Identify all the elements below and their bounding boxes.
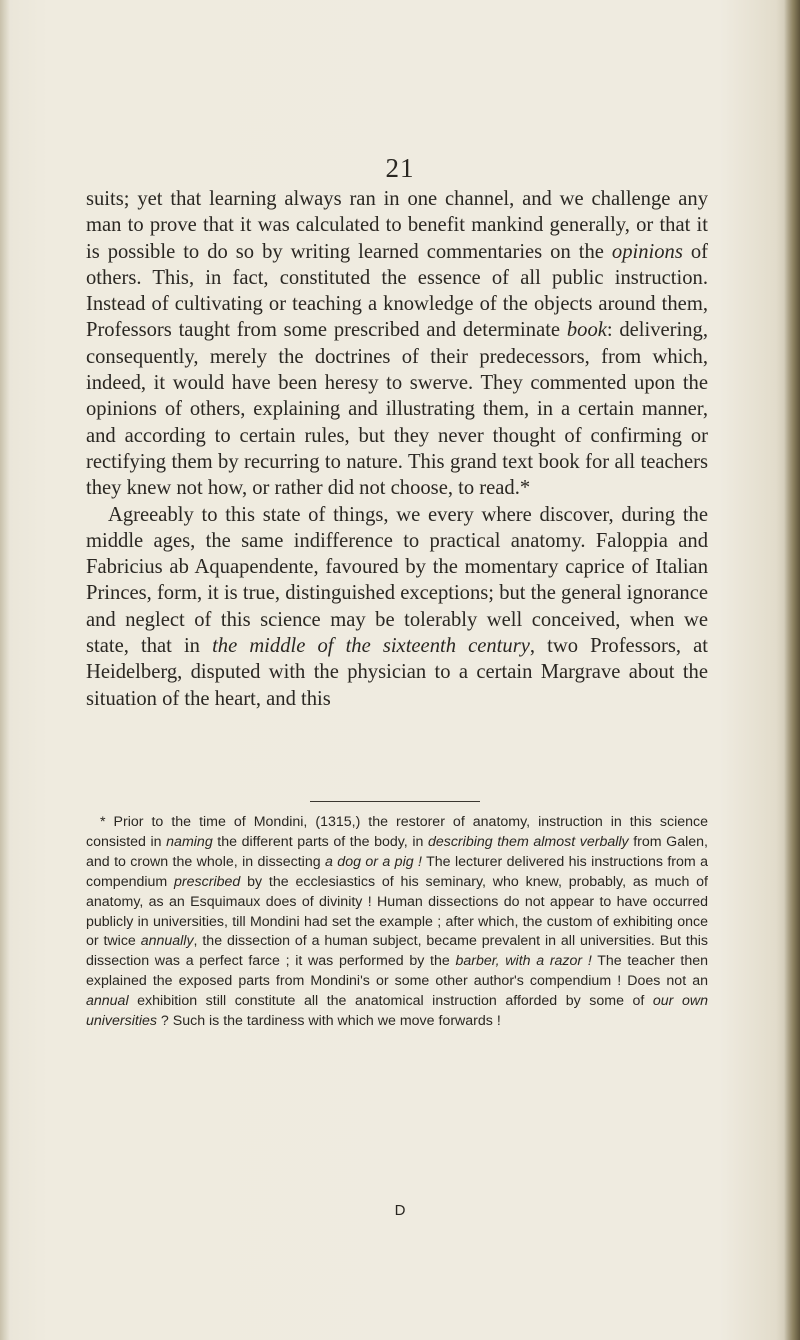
text-segment: of others. This, in fact, constituted the essence of all public instruction. Instead of cultivating or teaching a knowledge of the objects around them, Professors taught from some prescribed and determinate (86, 240, 708, 342)
page-edge-right (784, 0, 800, 1340)
text-segment: from Galen, and to crown the whole, in dissecting (86, 833, 708, 870)
page-edge-left (0, 0, 10, 1340)
text-segment: * Prior to the time of Mondini, (1315,) the restorer of anatomy, instruction in this science consisted in (86, 814, 708, 850)
main-text (86, 186, 708, 712)
text-segment-italic: book (566, 319, 607, 342)
text-segment: exhibition still constitute all the anatomical instruction afforded by some of (128, 993, 653, 1010)
text-segment-italic: opinions (611, 240, 683, 263)
text-segment-italic: naming (166, 833, 213, 850)
text-segment: : delivering, consequently, merely the doctrines of their predecessors, from which, indeed, it would have been heresy to swerve. They commented upon the opinions of others, explaining and illustrating them, in a certain manner, and according to certain rules, but they never thought of confirming or rectifying them by recurring to nature. This grand text book for all teachers they knew not how, or rather did not choose, to read.* (86, 319, 709, 500)
text-segment: the different parts of the body, in (212, 833, 428, 850)
text-segment: The teacher then explained the exposed parts from Mondini's or some other author's compendium ! Does not an (86, 953, 708, 990)
paragraph (86, 502, 708, 712)
text-segment-italic: a dog or a pig ! (325, 853, 422, 870)
text-segment-italic: annual (86, 993, 129, 1010)
text-segment: , two Professors, at Heidelberg, disputed with the physician to a certain Margrave about the situation of the heart, and this (86, 635, 708, 710)
text-segment-italic: prescribed (174, 873, 241, 890)
text-segment: Agreeably to this state of things, we every where discover, during the middle ages, the same indifference to practical anatomy. Faloppia and Fabricius ab Aquapendente, favoured by the momentary caprice of Italian Princes, form, it is true, distinguished exceptions; but the general ignorance and neglect of this science may be tolerably well conceived, when we state, that in (86, 503, 708, 658)
text-segment-italic: our own universities (86, 993, 708, 1030)
footnote-divider (310, 801, 480, 802)
text-segment: , the dissection of a human subject, became prevalent in all universities. But this dissection was a perfect farce ; it was performed by the (86, 933, 708, 970)
footnote (86, 813, 708, 1032)
text-segment: ? Such is the tardiness with which we move forwards ! (156, 1013, 501, 1030)
page-number: 21 (385, 153, 415, 183)
signature-mark: D (394, 1202, 406, 1219)
text-segment-italic: describing them almost verbally (427, 833, 629, 850)
text-segment-italic: the middle of the sixteenth century (212, 635, 530, 658)
text-segment: by the ecclesiastics of his seminary, who knew, probably, as much of anatomy, as an Esquimaux does of divinity ! Human dissections do not appear to have occurred publicly in universities, till Mondini had set the example ; after which, the custom of exhibiting once or twice (86, 873, 708, 950)
text-segment: The lecturer delivered his instructions from a compendium (86, 853, 708, 890)
text-segment-italic: barber, with a razor ! (455, 953, 592, 970)
paragraph (86, 186, 708, 502)
text-segment-italic: annually (140, 933, 194, 950)
text-segment: suits; yet that learning always ran in one channel, and we challenge any man to prove that it was calculated to benefit mankind generally, or that it is possible to do so by writing learned commentaries on the (86, 188, 708, 263)
footnote-paragraph (86, 813, 708, 1032)
